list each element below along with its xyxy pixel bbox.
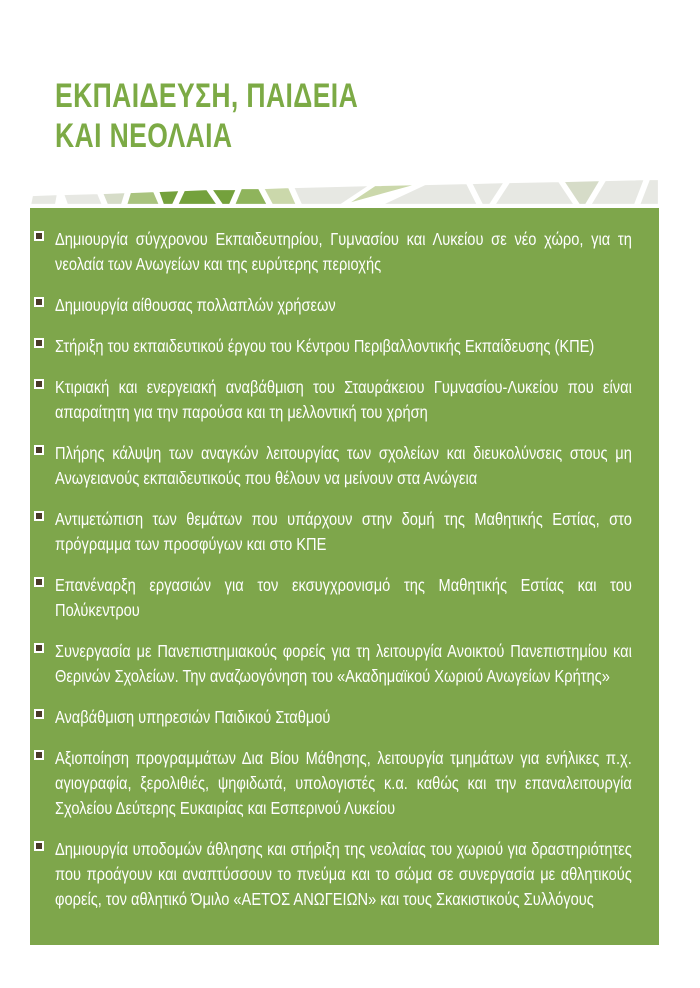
list-item bbox=[30, 293, 659, 318]
bullet-list bbox=[30, 227, 659, 912]
square-bullet-icon bbox=[34, 379, 44, 389]
square-bullet-icon bbox=[34, 577, 44, 587]
list-item-text: Πλήρης κάλυψη των αναγκών λειτουργίας των σχολείων και διευκολύνσεις στους μη Ανωγειανούς εκπαιδευτικούς που θέλουν να μείνουν στα Ανώγεια bbox=[55, 443, 632, 488]
list-item-text: Δημιουργία υποδομών άθλησης και στήριξη της νεολαίας του χωριού για δραστηριότητες που προάγουν και αναπτύσσουν το πνεύμα και το σώμα σε συνεργασία με αθλητικούς φορείς, τον αθλητικό Όμιλο «ΑΕΤΟΣ ΑΝΩΓΕΙΩΝ» και τους Σκακιστικούς Συλλόγους bbox=[55, 839, 632, 909]
list-item bbox=[30, 227, 659, 277]
list-item-text: Αντιμετώπιση των θεμάτων που υπάρχουν στην δομή της Μαθητικής Εστίας, στο πρόγραμμα των προσφύγων και στο ΚΠΕ bbox=[55, 509, 632, 554]
square-bullet-icon bbox=[34, 750, 44, 760]
mosaic-strip bbox=[30, 170, 659, 208]
square-bullet-icon bbox=[34, 338, 44, 348]
list-item-text: Αναβάθμιση υπηρεσιών Παιδικού Σταθμού bbox=[55, 707, 331, 727]
green-content-panel bbox=[30, 208, 659, 945]
list-item bbox=[30, 837, 659, 912]
square-bullet-icon bbox=[34, 709, 44, 719]
page-title-line2: ΚΑΙ ΝΕΟΛΑΙΑ bbox=[55, 117, 233, 155]
list-item bbox=[30, 507, 659, 557]
list-item bbox=[30, 573, 659, 623]
square-bullet-icon bbox=[34, 643, 44, 653]
list-item bbox=[30, 441, 659, 491]
square-bullet-icon bbox=[34, 841, 44, 851]
square-bullet-icon bbox=[34, 511, 44, 521]
list-item-text: Στήριξη του εκπαιδευτικού έργου του Κέντρου Περιβαλλοντικής Εκπαίδευσης (ΚΠΕ) bbox=[55, 336, 595, 356]
mosaic-tiles bbox=[30, 179, 659, 205]
list-item bbox=[30, 334, 659, 359]
square-bullet-icon bbox=[34, 231, 44, 241]
square-bullet-icon bbox=[34, 297, 44, 307]
list-item bbox=[30, 375, 659, 425]
page-title-line1: ΕΚΠΑΙΔΕΥΣΗ, ΠΑΙΔΕΙΑ bbox=[55, 77, 359, 115]
list-item-text: Δημιουργία σύγχρονου Εκπαιδευτηρίου, Γυμνασίου και Λυκείου σε νέο χώρο, για τη νεολαία των Ανωγείων και της ευρύτερης περιοχής bbox=[55, 229, 632, 274]
list-item-text: Επανέναρξη εργασιών για τον εκσυγχρονισμό της Μαθητικής Εστίας και του Πολύκεντρου bbox=[55, 575, 632, 620]
list-item bbox=[30, 705, 659, 730]
list-item bbox=[30, 639, 659, 689]
page-title bbox=[55, 76, 358, 156]
list-item bbox=[30, 746, 659, 821]
list-item-text: Συνεργασία με Πανεπιστημιακούς φορείς για τη λειτουργία Ανοικτού Πανεπιστημίου και Θερινών Σχολείων. Την αναζωογόνηση του «Ακαδημαϊκού Χωριού Ανωγείων Κρήτης» bbox=[55, 641, 632, 686]
list-item-text: Κτιριακή και ενεργειακή αναβάθμιση του Σταυράκειου Γυμνασίου-Λυκείου που είναι απαραίτητη για την παρούσα και τη μελλοντική του χρήση bbox=[55, 377, 632, 422]
list-item-text: Αξιοποίηση προγραμμάτων Δια Βίου Μάθησης, λειτουργία τμημάτων για ενήλικες π.χ. αγιογραφία, ξερολιθιές, ψηφιδωτά, υπολογιστές κ.α. καθώς και την επαναλειτουργία Σχολείου Δεύτερης Ευκαιρίας και Εσπερινού Λυκείου bbox=[55, 748, 632, 818]
square-bullet-icon bbox=[34, 445, 44, 455]
list-item-text: Δημιουργία αίθουσας πολλαπλών χρήσεων bbox=[55, 295, 336, 315]
